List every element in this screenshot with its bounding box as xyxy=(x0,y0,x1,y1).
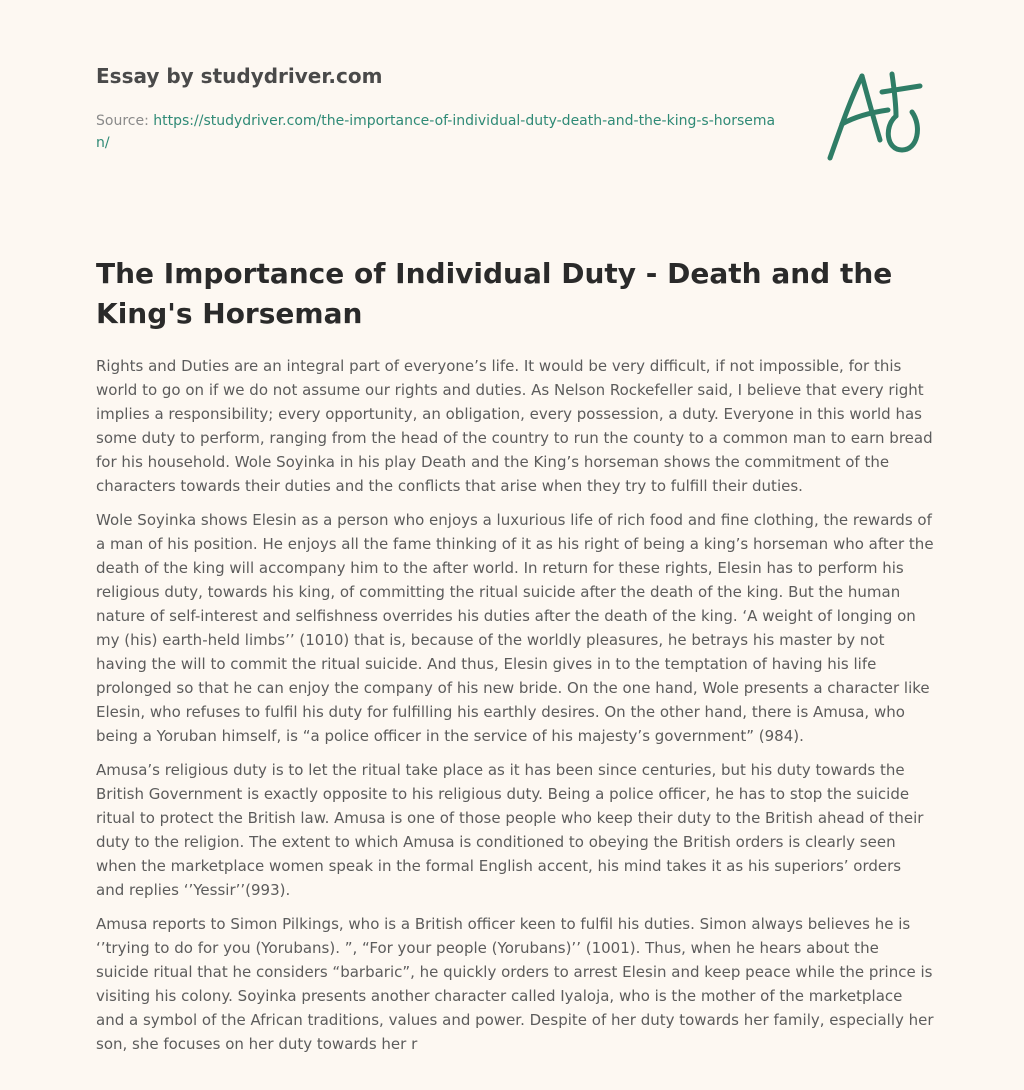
essay-title: The Importance of Individual Duty - Death and the King's Horseman xyxy=(96,257,893,330)
source-line xyxy=(96,110,776,154)
a-plus-logo-icon xyxy=(822,66,928,164)
essay-body xyxy=(96,354,934,1066)
paragraph: Amusa reports to Simon Pilkings, who is a British officer keen to fulfil his duties. Simon always believes he is ‘’trying to do for you (Yorubans). ”, “For your people (Yorubans)’’ (1001). Thus, when he hears about the suicide ritual that he considers “barbaric”, he quickly orders to arrest Elesin and keep peace while the prince is visiting his colony. Soyinka presents another character called Iyaloja, who is the mother of the marketplace and a symbol of the African traditions, values and power. Despite of her duty towards her family, especially her son, she focuses on her duty towards her r xyxy=(96,915,934,1053)
site-title: Essay by studydriver.com xyxy=(96,64,383,88)
page-header xyxy=(96,62,796,154)
source-label: Source: xyxy=(96,113,149,129)
paragraph: Wole Soyinka shows Elesin as a person who enjoys a luxurious life of rich food and fine clothing, the rewards of a man of his position. He enjoys all the fame thinking of it as his right of being a king’s horseman who after the death of the king will accompany him to the after world. In return for these rights, Elesin has to perform his religious duty, towards his king, of committing the ritual suicide after the death of the king. But the human nature of self-interest and selfishness overrides his duties after the death of the king. ‘A weight of longing on my (his) earth-held limbs’’ (1010) that is, because of the worldly pleasures, he betrays his master by not having the will to commit the ritual suicide. And thus, Elesin gives in to the temptation of having his life prolonged so that he can enjoy the company of his new bride. On the one hand, Wole presents a character like Elesin, who refuses to fulfil his duty for fulfilling his earthly desires. On the other hand, there is Amusa, who being a Yoruban himself, is “a police officer in the service of his majesty’s government” (984). xyxy=(96,511,934,745)
source-link[interactable]: https://studydriver.com/the-importance-of-individual-duty-death-and-the-king-s-horseman/ xyxy=(96,113,776,151)
a-plus-logo xyxy=(822,66,928,164)
paragraph: Rights and Duties are an integral part of everyone’s life. It would be very difficult, if not impossible, for this world to go on if we do not assume our rights and duties. As Nelson Rockefeller said, I believe that every right implies a responsibility; every opportunity, an obligation, every possession, a duty. Everyone in this world has some duty to perform, ranging from the head of the country to run the county to a common man to earn bread for his household. Wole Soyinka in his play Death and the King’s horseman shows the commitment of the characters towards their duties and the conflicts that arise when they try to fulfill their duties. xyxy=(96,357,933,495)
paragraph: Amusa’s religious duty is to let the ritual take place as it has been since centuries, but his duty towards the British Government is exactly opposite to his religious duty. Being a police officer, he has to stop the suicide ritual to protect the British law. Amusa is one of those people who keep their duty to the British ahead of their duty to the religion. The extent to which Amusa is conditioned to obeying the British orders is clearly seen when the marketplace women speak in the formal English accent, his mind takes it as his superiors’ orders and replies ‘’Yessir’’(993). xyxy=(96,761,924,899)
